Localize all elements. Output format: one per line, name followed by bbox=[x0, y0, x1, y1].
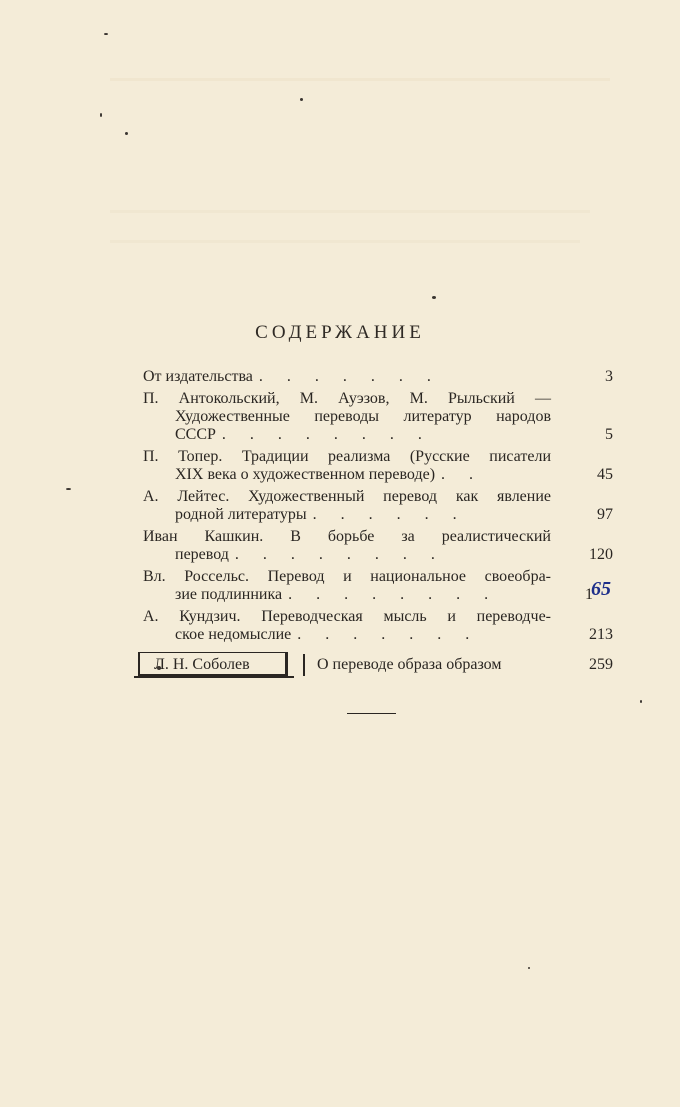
paper-speck bbox=[432, 296, 436, 299]
handwritten-page-correction: 65 bbox=[591, 578, 611, 600]
toc-entry bbox=[143, 608, 613, 644]
entry-title-line: родной литературы bbox=[175, 506, 307, 523]
entry-title-line: А. Лейтес. Художественный перевод как явление bbox=[143, 488, 551, 505]
entry-title-line: перевод bbox=[175, 546, 229, 563]
entry-title-line: Художественные переводы литератур народов bbox=[175, 408, 551, 425]
paper-speck bbox=[125, 132, 128, 135]
bleed-through-text bbox=[110, 210, 590, 213]
entry-title-line: Вл. Россельс. Перевод и национальное своеобра- bbox=[143, 568, 551, 585]
paper-speck bbox=[66, 488, 71, 490]
contents-heading: СОДЕРЖАНИЕ bbox=[255, 322, 425, 343]
leader-dots: . . . . . . . . bbox=[234, 546, 445, 563]
toc-entry bbox=[143, 368, 613, 386]
entry-title-line: А. Кундзич. Переводческая мысль и переводче- bbox=[143, 608, 551, 625]
paper-speck bbox=[640, 700, 642, 703]
entry-title-line: зие подлинника bbox=[175, 586, 283, 603]
paper-speck bbox=[100, 113, 102, 117]
page-number bbox=[553, 578, 613, 604]
paper-speck bbox=[300, 98, 303, 101]
paper-speck bbox=[104, 33, 108, 35]
page-number: 120 bbox=[589, 546, 613, 563]
page-number: 259 bbox=[589, 656, 613, 673]
toc-entry-boxed bbox=[143, 652, 613, 680]
toc-entry bbox=[143, 528, 613, 564]
entry-title-line: П. Топер. Традиции реализма (Русские писатели bbox=[143, 448, 551, 465]
page-number: 97 bbox=[597, 506, 613, 523]
end-rule bbox=[347, 713, 396, 714]
leader-dots: . . bbox=[441, 466, 484, 483]
entry-title-line: Иван Кашкин. В борьбе за реалистический bbox=[143, 528, 551, 545]
entry-title-line: ское недомыслие bbox=[175, 626, 292, 643]
bleed-through-text bbox=[110, 78, 610, 81]
bleed-through-text bbox=[110, 240, 580, 243]
toc-entry bbox=[143, 390, 613, 444]
page-number-printed: 1 bbox=[585, 586, 593, 603]
page-number: 5 bbox=[605, 426, 613, 443]
entry-title: О переводе образа образом bbox=[303, 654, 502, 676]
entry-title-line: П. Антокольский, М. Ауэзов, М. Рыльский — bbox=[143, 390, 551, 407]
boxed-author-label bbox=[138, 652, 288, 676]
leader-dots: . . . . . . . bbox=[297, 626, 480, 643]
toc-entry bbox=[143, 568, 613, 604]
toc-entry bbox=[143, 448, 613, 484]
leader-dots: . . . . . . . . bbox=[221, 426, 432, 443]
page-number: 213 bbox=[589, 626, 613, 643]
entry-author: Л. Н. Соболев bbox=[154, 656, 250, 673]
toc-entry bbox=[143, 488, 613, 524]
table-of-contents bbox=[143, 368, 613, 680]
entry-title-line: От издательства bbox=[143, 368, 253, 385]
entry-title-line: XIX века о художественном переводе) bbox=[175, 466, 436, 483]
page-number: 3 bbox=[605, 368, 613, 385]
entry-title-line: СССР bbox=[175, 426, 216, 443]
leader-dots: . . . . . . bbox=[312, 506, 467, 523]
leader-dots: . . . . . . . bbox=[258, 368, 441, 385]
leader-dots: . . . . . . . . bbox=[288, 586, 499, 603]
paper-speck bbox=[528, 967, 530, 969]
page-number: 45 bbox=[597, 466, 613, 483]
